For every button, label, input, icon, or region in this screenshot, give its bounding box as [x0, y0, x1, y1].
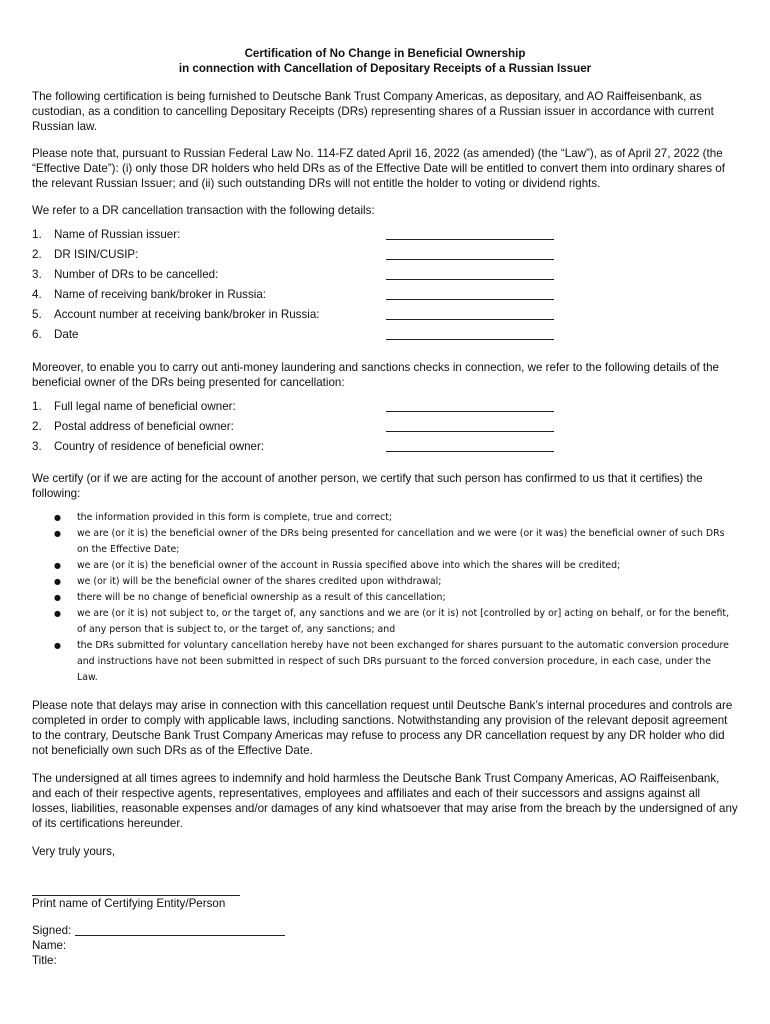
owner-name-blank[interactable] [386, 399, 554, 412]
print-name-blank[interactable] [32, 881, 240, 896]
certification-item [32, 510, 738, 526]
field-label: Number of DRs to be cancelled: [54, 268, 219, 281]
name-label[interactable]: Name: [32, 939, 67, 952]
transaction-field [32, 327, 738, 347]
owner-field [32, 419, 738, 439]
issuer-name-blank[interactable] [386, 227, 554, 240]
signed-label: Signed: [32, 924, 72, 937]
transaction-details-list [32, 227, 738, 347]
transaction-field [32, 307, 738, 327]
indemnity-paragraph: The undersigned at all times agrees to indemnify and hold harmless the Deutsche Bank Trust Company Americas, AO Raiffeisenbank, and each of their respective agents, representatives, employees and affiliates and each of their successors and assigns against all losses, liabilities, reasonable expenses and/or damages of any kind whatsoever that may arise from the breach by the undersigned of any of its certifications hereunder. [32, 772, 738, 830]
field-label: Country of residence of beneficial owner: [54, 440, 265, 453]
field-label: Full legal name of beneficial owner: [54, 400, 236, 413]
field-number: 6. [32, 328, 42, 341]
transaction-field [32, 267, 738, 287]
owner-field [32, 399, 738, 419]
certification-text: the DRs submitted for voluntary cancellation hereby have not been exchanged for shares pursuant to the automatic conversion procedure and instructions have not been submitted in respect of such DRs pursuant to the forced conversion procedure, in each case, under the Law. [77, 640, 729, 683]
certification-text: we are (or it is) not subject to, or the target of, any sanctions and we are (or it is) not [controlled by or] acting on behalf, or for the benefit, of any person that is subject to, or the target of, any sanctions; and [77, 608, 730, 635]
field-number: 3. [32, 440, 42, 453]
certification-item [32, 590, 738, 606]
closing-line: Very truly yours, [32, 845, 116, 858]
transaction-intro: We refer to a DR cancellation transaction with the following details: [32, 204, 375, 217]
field-label: DR ISIN/CUSIP: [54, 248, 139, 261]
signed-row [32, 923, 738, 938]
certification-item [32, 574, 738, 590]
field-number: 4. [32, 288, 42, 301]
field-label: Name of receiving bank/broker in Russia: [54, 288, 267, 301]
certification-text: we are (or it is) the beneficial owner of the account in Russia specified above into which the shares will be credited; [77, 560, 621, 571]
field-number: 2. [32, 420, 42, 433]
field-label: Date [54, 328, 79, 341]
certification-item [32, 606, 738, 638]
field-number: 2. [32, 248, 42, 261]
certify-intro: We certify (or if we are acting for the account of another person, we certify that such person has confirmed to us that it certifies) the following: [32, 472, 703, 500]
field-label: Postal address of beneficial owner: [54, 420, 234, 433]
aml-intro: Moreover, to enable you to carry out anti-money laundering and sanctions checks in connection, we refer to the following details of the beneficial owner of the DRs being presented for cancellation: [32, 361, 720, 389]
field-label: Name of Russian issuer: [54, 228, 181, 241]
owner-country-blank[interactable] [386, 439, 554, 452]
dr-count-blank[interactable] [386, 267, 554, 280]
delays-paragraph: Please note that delays may arise in connection with this cancellation request until Deutsche Bank’s internal procedures and controls are completed in order to comply with applicable laws, including sanctions. Notwithstanding any provision of the relevant deposit agreement to the contrary, Deutsche Bank Trust Company Americas may refuse to process any DR cancellation request by any DR holder who did not beneficially own such DRs as of the Effective Date. [32, 699, 733, 757]
field-number: 3. [32, 268, 42, 281]
owner-field [32, 439, 738, 459]
owner-address-blank[interactable] [386, 419, 554, 432]
bullet-icon: ● [54, 513, 61, 522]
certification-text: there will be no change of beneficial ownership as a result of this cancellation; [77, 592, 446, 603]
certification-text: the information provided in this form is complete, true and correct; [77, 512, 393, 523]
document-subtitle: in connection with Cancellation of Depositary Receipts of a Russian Issuer [178, 62, 592, 75]
field-label: Account number at receiving bank/broker in Russia: [54, 308, 320, 321]
bullet-icon: ● [54, 561, 61, 570]
transaction-field [32, 227, 738, 247]
bullet-icon: ● [54, 641, 61, 650]
field-number: 1. [32, 228, 42, 241]
date-blank[interactable] [386, 327, 554, 340]
field-number: 5. [32, 308, 42, 321]
certification-item [32, 526, 738, 558]
beneficial-owner-list [32, 399, 738, 459]
signature-blank[interactable] [75, 923, 285, 936]
certification-item [32, 558, 738, 574]
intro-paragraph: The following certification is being furnished to Deutsche Bank Trust Company Americas, as depositary, and AO Raiffeisenbank, as custodian, as a condition to cancelling Depositary Receipts (DRs) representing shares of a Russian issuer in accordance with current Russian law. [32, 90, 714, 133]
document-title: Certification of No Change in Beneficial Ownership [244, 47, 526, 60]
bullet-icon: ● [54, 593, 61, 602]
certification-text: we (or it) will be the beneficial owner of the shares credited upon withdrawal; [77, 576, 442, 587]
certification-item [32, 638, 738, 686]
bullet-icon: ● [54, 577, 61, 586]
account-number-blank[interactable] [386, 307, 554, 320]
title-label[interactable]: Title: [32, 954, 57, 967]
print-name-label: Print name of Certifying Entity/Person [32, 897, 226, 910]
transaction-field [32, 287, 738, 307]
isin-cusip-blank[interactable] [386, 247, 554, 260]
certification-text: we are (or it is) the beneficial owner of the DRs being presented for cancellation and we were (or it was) the beneficial owner of such DRs on the Effective Date; [77, 528, 725, 555]
receiving-bank-blank[interactable] [386, 287, 554, 300]
bullet-icon: ● [54, 609, 61, 618]
bullet-icon: ● [54, 529, 61, 538]
certification-list [32, 510, 738, 686]
transaction-field [32, 247, 738, 267]
law-note-paragraph: Please note that, pursuant to Russian Federal Law No. 114-FZ dated April 16, 2022 (as amended) (the “Law”), as of April 27, 2022 (the “Effective Date”): (i) only those DR holders who held DRs as of the Effective Date will be entitled to convert them into ordinary shares of the relevant Russian Issuer; and (ii) such outstanding DRs will not entitle the holder to voting or dividend rights. [32, 147, 725, 190]
field-number: 1. [32, 400, 42, 413]
